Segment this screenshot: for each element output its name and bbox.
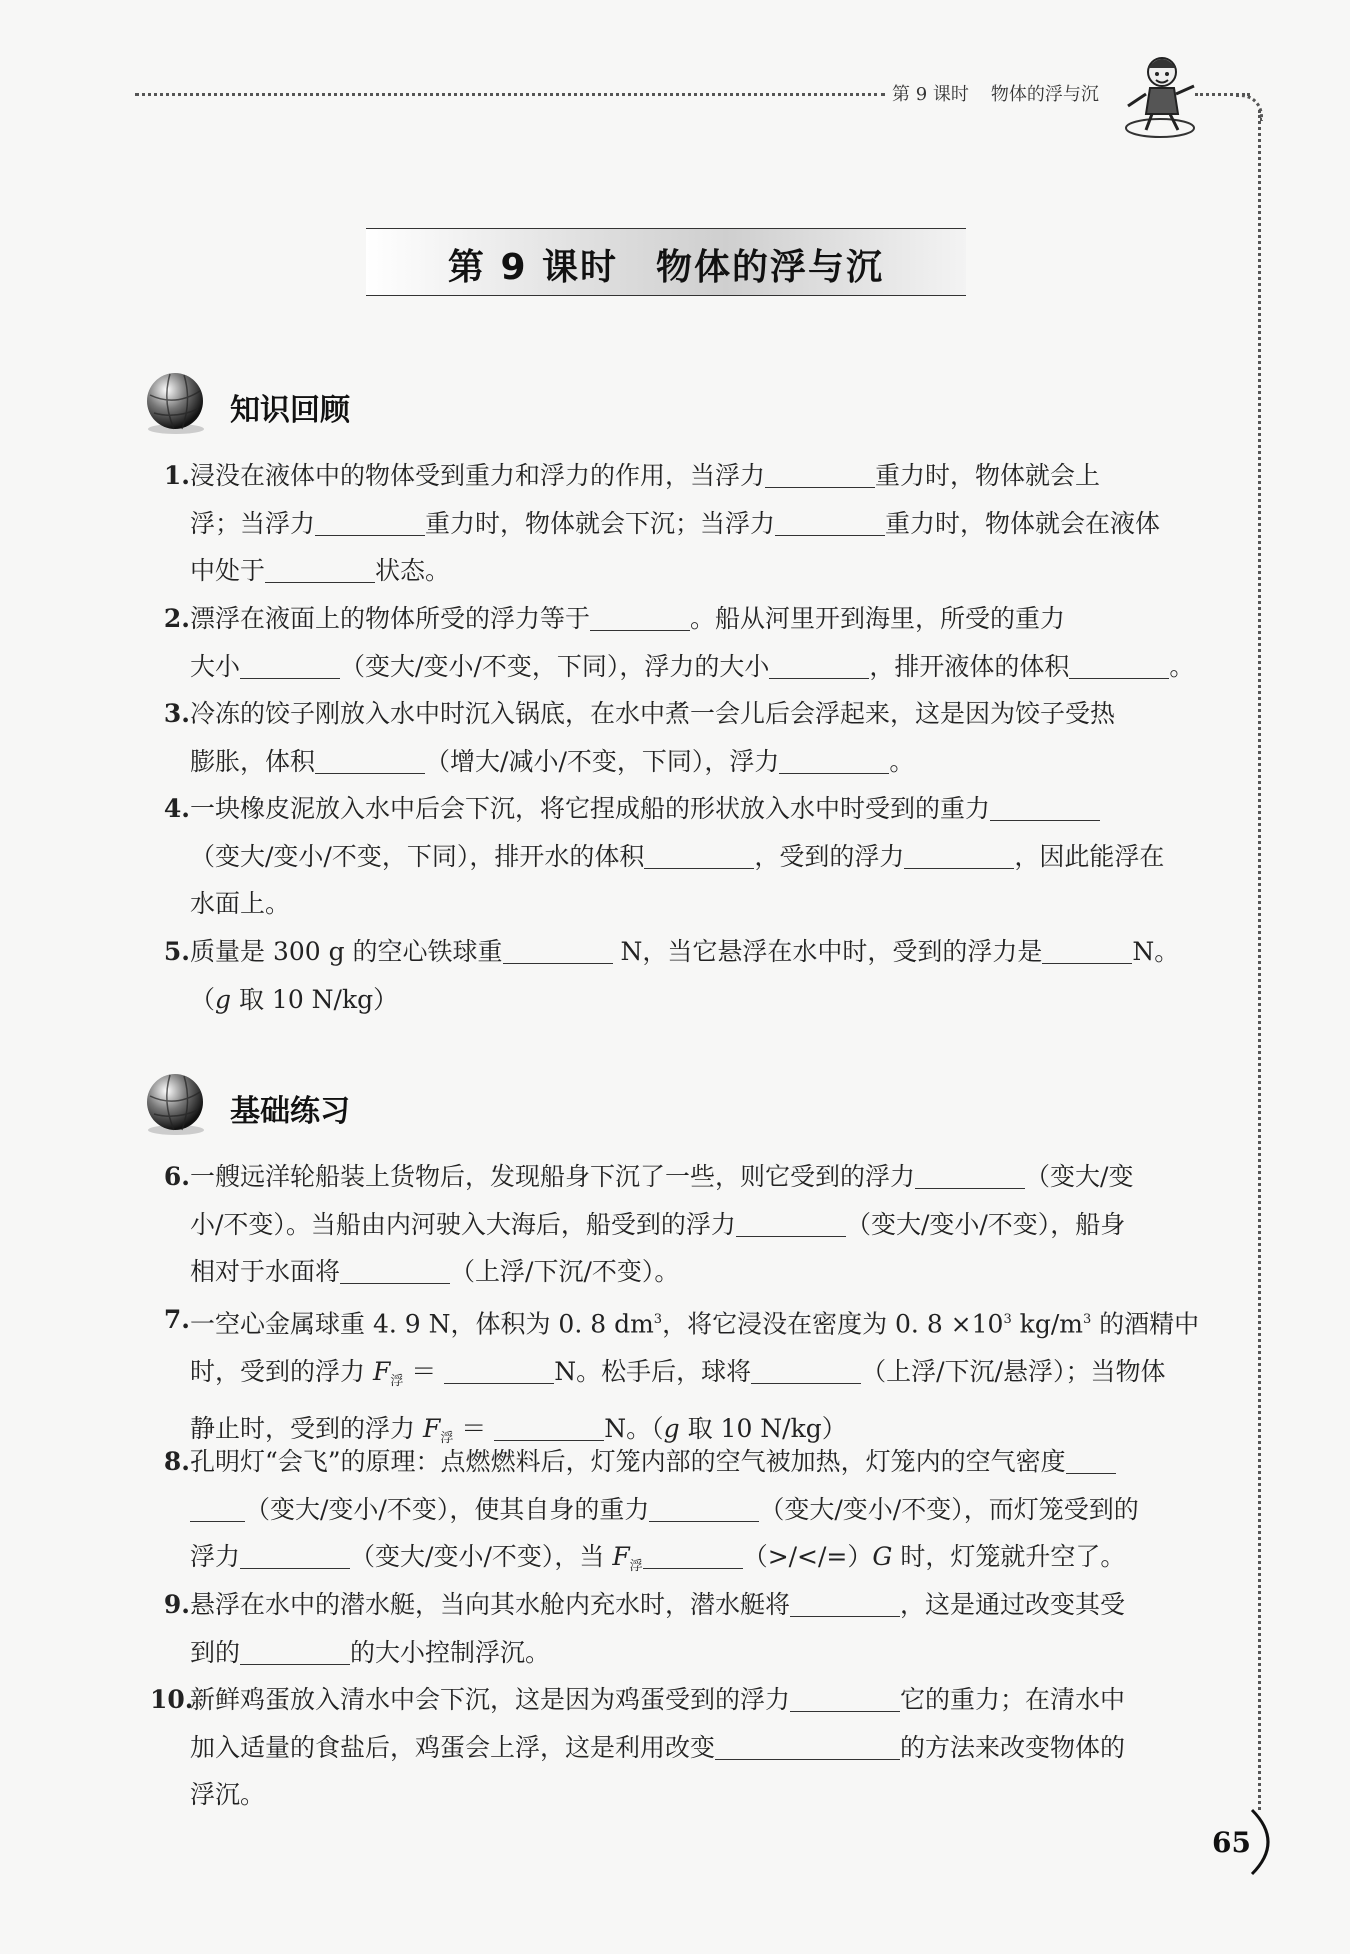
answer-blank[interactable] [790, 1588, 900, 1617]
text: ，将它浸没在密度为 0. 8 ×10 [662, 1309, 1004, 1339]
symbol-g: g [663, 1414, 680, 1444]
lesson-title-number: 第 9 课时 [447, 247, 619, 288]
text: （变大/变小/不变），船身 [845, 1209, 1126, 1239]
text: 质量是 300 g 的空心铁球重 [190, 937, 503, 966]
question-number: 3. [163, 699, 190, 728]
subscript: 浮 [440, 1431, 454, 1447]
question-number: 7. [163, 1305, 190, 1334]
text: 重力时，物体就会上 [875, 461, 1101, 490]
text: （变大/变小/不变，下同），浮力的大小 [340, 651, 770, 681]
globe-icon [140, 1068, 210, 1138]
text: 一块橡皮泥放入水中后会下沉，将它捏成船的形状放入水中时受到的重力 [190, 794, 991, 823]
superscript: 3 [1082, 1312, 1092, 1327]
text: 重力时，物体就会下沉；当浮力 [425, 508, 776, 538]
answer-blank[interactable] [240, 1636, 350, 1665]
symbol-g-weight: G [872, 1542, 893, 1571]
text: 它的重力；在清水中 [900, 1685, 1126, 1714]
text: ，因此能浮在 [1014, 841, 1165, 871]
superscript: 3 [1003, 1312, 1012, 1327]
answer-blank[interactable] [765, 459, 875, 488]
text: 相对于水面将 [190, 1257, 341, 1286]
question-number: 5. [163, 937, 190, 966]
text: 中处于 [190, 556, 266, 585]
text: N。 [1132, 937, 1180, 966]
text: kg/m [1011, 1309, 1083, 1339]
section-label: 基础练习 [230, 1094, 350, 1129]
answer-blank[interactable] [775, 507, 885, 536]
text: 新鲜鸡蛋放入清水中会下沉，这是因为鸡蛋受到的浮力 [190, 1685, 791, 1714]
text: 状态。 [375, 556, 451, 585]
text: 浸没在液体中的物体受到重力和浮力的作用，当浮力 [190, 461, 766, 490]
text: 到的 [190, 1637, 241, 1667]
answer-blank[interactable] [240, 650, 340, 679]
text: 孔明灯“会飞”的原理：点燃燃料后，灯笼内部的空气被加热，灯笼内的空气密度 [190, 1447, 1066, 1476]
page-number: 65 [1212, 1826, 1251, 1859]
text: （变大/变小/不变），当 [350, 1542, 613, 1571]
text: N。松手后，球将 [554, 1356, 752, 1386]
question-number: 10. [150, 1685, 194, 1714]
text: （>/</=） [742, 1542, 873, 1571]
text: 静止时，受到的浮力 [190, 1414, 423, 1444]
text: （增大/减小/不变，下同），浮力 [425, 746, 780, 776]
symbol-g: g [215, 984, 232, 1014]
answer-blank[interactable] [444, 1355, 554, 1384]
answer-blank[interactable] [315, 745, 425, 774]
answer-blank[interactable] [315, 507, 425, 536]
text: ＝ [453, 1414, 495, 1444]
text: 取 10 N/kg） [679, 1414, 847, 1444]
question-number: 6. [163, 1162, 190, 1191]
text: 的方法来改变物体的 [900, 1732, 1126, 1762]
running-header [892, 80, 1121, 106]
text: N，当它悬浮在水中时，受到的浮力是 [612, 937, 1043, 966]
text: 大小 [190, 651, 241, 681]
answer-blank[interactable] [240, 1540, 350, 1569]
text: （ [190, 984, 216, 1014]
text: ，这是通过改变其受 [900, 1590, 1126, 1619]
section-label: 知识回顾 [230, 393, 350, 428]
question-number: 1. [163, 461, 190, 490]
answer-blank[interactable] [503, 935, 613, 964]
text: 的大小控制浮沉。 [350, 1637, 551, 1667]
text: （上浮/下沉/悬浮）；当物体 [861, 1356, 1166, 1386]
text: （变大/变小/不变，下同），排开水的体积 [190, 841, 645, 871]
lesson-title-banner [366, 228, 966, 296]
text: 加入适量的食盐后，鸡蛋会上浮，这是利用改变 [190, 1732, 716, 1762]
answer-blank[interactable] [340, 1255, 450, 1284]
header-dotted-rule [135, 93, 885, 96]
answer-blank[interactable] [644, 840, 754, 869]
symbol-f: F [422, 1414, 441, 1444]
answer-blank[interactable] [590, 602, 690, 631]
text: 一空心金属球重 4. 9 N，体积为 0. 8 dm [190, 1309, 654, 1339]
text: 一艘远洋轮船装上货物后，发现船身下沉了一些，则它受到的浮力 [190, 1162, 916, 1191]
answer-blank[interactable] [715, 1731, 900, 1760]
answer-blank[interactable] [779, 745, 889, 774]
text: 浮沉。 [190, 1780, 266, 1809]
text: 浮；当浮力 [190, 508, 316, 538]
text: 取 10 N/kg） [231, 984, 399, 1014]
text: 重力时，物体就会在液体 [885, 508, 1161, 538]
answer-blank[interactable] [1066, 1445, 1116, 1474]
answer-blank[interactable] [643, 1540, 743, 1569]
answer-blank[interactable] [1042, 935, 1132, 964]
text: ，排开液体的体积 [869, 651, 1070, 681]
text: 的酒精中 [1091, 1309, 1200, 1339]
answer-blank[interactable] [265, 554, 375, 583]
running-header-topic: 物体的浮与沉 [990, 84, 1099, 105]
question-number: 4. [163, 794, 190, 823]
globe-icon [140, 367, 210, 437]
answer-blank[interactable] [736, 1208, 846, 1237]
answer-blank[interactable] [751, 1355, 861, 1384]
text: 。 [889, 746, 915, 776]
subscript: 浮 [390, 1373, 404, 1389]
answer-blank[interactable] [990, 792, 1100, 821]
lesson-title-topic: 物体的浮与沉 [656, 247, 885, 288]
lesson-title [366, 239, 966, 290]
answer-blank[interactable] [915, 1160, 1025, 1189]
text: 悬浮在水中的潜水艇，当向其水舱内充水时，潜水艇将 [190, 1590, 791, 1619]
question-number: 8. [163, 1447, 190, 1476]
text: 漂浮在液面上的物体所受的浮力等于 [190, 604, 591, 633]
symbol-f: F [612, 1542, 630, 1571]
text: 冷冻的饺子刚放入水中时沉入锅底，在水中煮一会儿后会浮起来，这是因为饺子受热 [190, 699, 1116, 728]
text: ，受到的浮力 [754, 841, 905, 871]
running-header-lesson: 第 9 课时 [892, 84, 969, 105]
answer-blank[interactable] [790, 1683, 900, 1712]
superscript: 3 [653, 1312, 663, 1327]
text: （上浮/下沉/不变）。 [450, 1257, 680, 1286]
answer-blank[interactable] [1069, 650, 1169, 679]
question-number: 2. [163, 604, 190, 633]
text: （变大/变 [1025, 1162, 1134, 1191]
text: 时，受到的浮力 [190, 1356, 373, 1386]
mascot-icon [1120, 50, 1200, 140]
text: N。（ [604, 1414, 664, 1444]
answer-blank[interactable] [494, 1412, 604, 1441]
text: 小/不变）。当船由内河驶入大海后，船受到的浮力 [190, 1209, 736, 1239]
text: （变大/变小/不变），使其自身的重力 [245, 1494, 650, 1524]
text: 膨胀，体积 [190, 746, 316, 776]
subscript: 浮 [629, 1559, 643, 1574]
margin-dotted-rule [1258, 110, 1261, 1810]
text: 。 [1169, 651, 1195, 681]
symbol-f: F [372, 1356, 391, 1386]
answer-blank[interactable] [904, 840, 1014, 869]
text: （变大/变小/不变），而灯笼受到的 [759, 1494, 1139, 1524]
question-number: 9. [163, 1590, 190, 1619]
answer-blank[interactable] [769, 650, 869, 679]
answer-blank[interactable] [190, 1493, 245, 1522]
text: 。船从河里开到海里，所受的重力 [690, 604, 1066, 633]
text: 时，灯笼就升空了。 [892, 1542, 1126, 1571]
text: 水面上。 [190, 889, 291, 918]
answer-blank[interactable] [649, 1493, 759, 1522]
text: 浮力 [190, 1542, 241, 1571]
text: ＝ [403, 1356, 445, 1386]
